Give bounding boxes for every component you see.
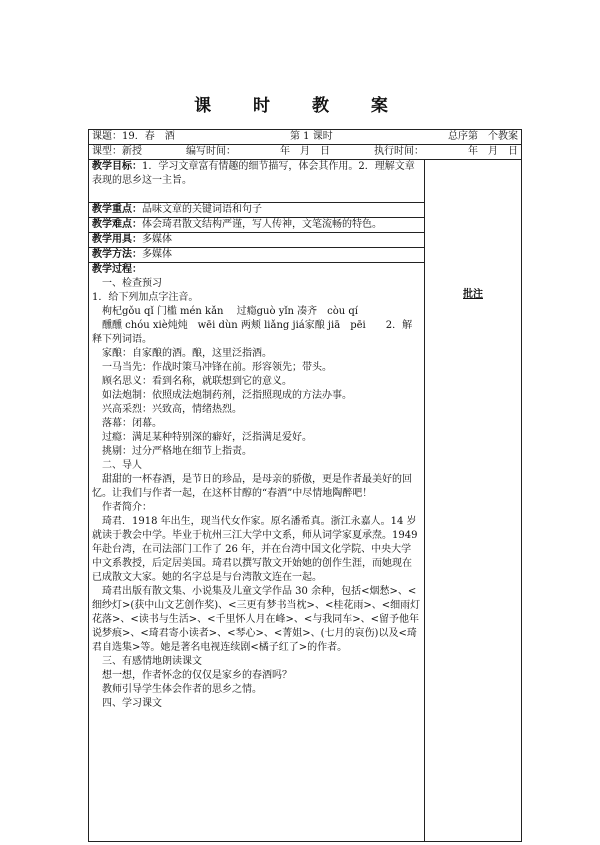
method-label: 教学方法： [92,249,142,260]
section-2-heading: 二、导人 [102,460,142,471]
definition-5: 兴高采烈：兴致高，情绪热烈。 [102,404,242,415]
definition-2: 一马当先：作战时策马冲锋在前。形容领先；带头。 [102,362,332,373]
tools-label: 教学用具： [92,234,142,245]
lesson-plan-table [88,129,522,842]
difficulty-text: 体会琦君散文结构严谨，写人传神，文笔流畅的特色。 [142,219,382,230]
author-heading: 作者简介： [102,502,152,513]
think-question: 想一想，作者怀念的仅仅是家乡的春酒吗？ [102,670,292,681]
write-date: 年 月 日 [280,146,330,157]
notes-label: 批注 [463,289,483,300]
process-label: 教学过程： [92,264,142,275]
exec-date: 年 月 日 [468,146,518,157]
write-time-label: 编写时间： [186,146,236,157]
goal-row [89,160,522,203]
pinyin-task: 1．给下列加点字注音。 [92,292,199,303]
author-paragraph-2: 琦君出版有散文集、小说集及儿童文学作品 30 余种，包括<烟愁>、<细纱灯>(获中山文艺创作奖)、<三更有梦书当枕>、<桂花雨>、<细雨灯花落>、<读书与生活>、<千里怀人月在峰>、<与我同车>、<留予他年说梦痕>、<琦君寄小读者>、<琴心>、<菁姐>、(七月的哀伤)以及<琦君自选集>等。她是著名电视连续剧<橘子红了>的作者。 [92,586,421,653]
definition-4: 如法炮制：依照成法炮制药剂，泛指照现成的方法办事。 [102,390,352,401]
topic-cell: 课题：19．春 酒 [92,131,175,142]
pinyin-line-1: 枸杞gǒu qǐ 门槛 mén kǎn 过瘾guò yǐn 凑齐 còu qí [102,306,359,317]
header-row-2 [89,145,522,160]
key-label: 教学重点： [92,204,142,215]
lesson-type-cell: 课型：新授 [92,146,142,157]
period-cell: 第 1 课时 [290,131,333,142]
definition-7: 过瘾：满足某种特别深的癖好，泛指满足爱好。 [102,432,312,443]
definition-1: 家酿：自家酿的酒。酿，这里泛指酒。 [102,348,272,359]
pinyin-line-2: 醺醺 chóu xiè炖炖 wēi dùn 两颊 liǎng jiá家酿 jiā pēi 2．解释下列词语。 [92,320,413,345]
author-paragraph-1: 琦君．1918 年出生，现当代女作家。原名潘希真。浙江永嘉人。14 岁就读于教会中学。毕业于杭州三江大学中文系，师从词学家夏承焘。1949 年赴台湾，在司法部门工作了 26 年，并在台湾中国文化学院、中央大学中文系教授，后定居美国。琦君以撰写散文开始她的创作生涯，而她现在已成散文大家。她的名字总是与台湾散文连在一起。 [92,516,418,583]
section-4-heading: 四、学习课文 [102,698,162,709]
teacher-guide: 教师引导学生体会作者的思乡之情。 [102,684,262,695]
goal-text: 1．学习文章富有情趣的细节描写，体会其作用。2．理解文章表现的思乡这一主旨。 [92,161,415,186]
goal-label: 教学目标： [92,161,142,172]
section-1-heading: 一、检查预习 [102,278,162,289]
definition-6: 落幕：闭幕。 [102,418,162,429]
notes-column [425,160,522,842]
method-text: 多媒体 [142,249,172,260]
section-3-heading: 三、有感情地朗读课文 [102,656,202,667]
definition-8: 挑剔：过分严格地在细节上指责。 [102,446,252,457]
definition-3: 顾名思义：看到名称，就联想到它的意义。 [102,376,292,387]
tools-text: 多媒体 [142,234,172,245]
key-text: 品味文章的关键词语和句子 [142,204,262,215]
serial-cell: 总序第 个教案 [448,131,518,142]
intro-paragraph: 甜甜的一杯春酒，是节日的珍品，是母亲的骄傲，更是作者最美好的回忆。让我们与作者一起，在这杯甘醇的“春酒”中尽情地陶醉吧！ [92,474,412,499]
difficulty-label: 教学难点： [92,219,142,230]
exec-time-label: 执行时间： [374,146,424,157]
header-row-1 [89,130,522,145]
document-title: 课 时 教 案 [194,96,406,116]
